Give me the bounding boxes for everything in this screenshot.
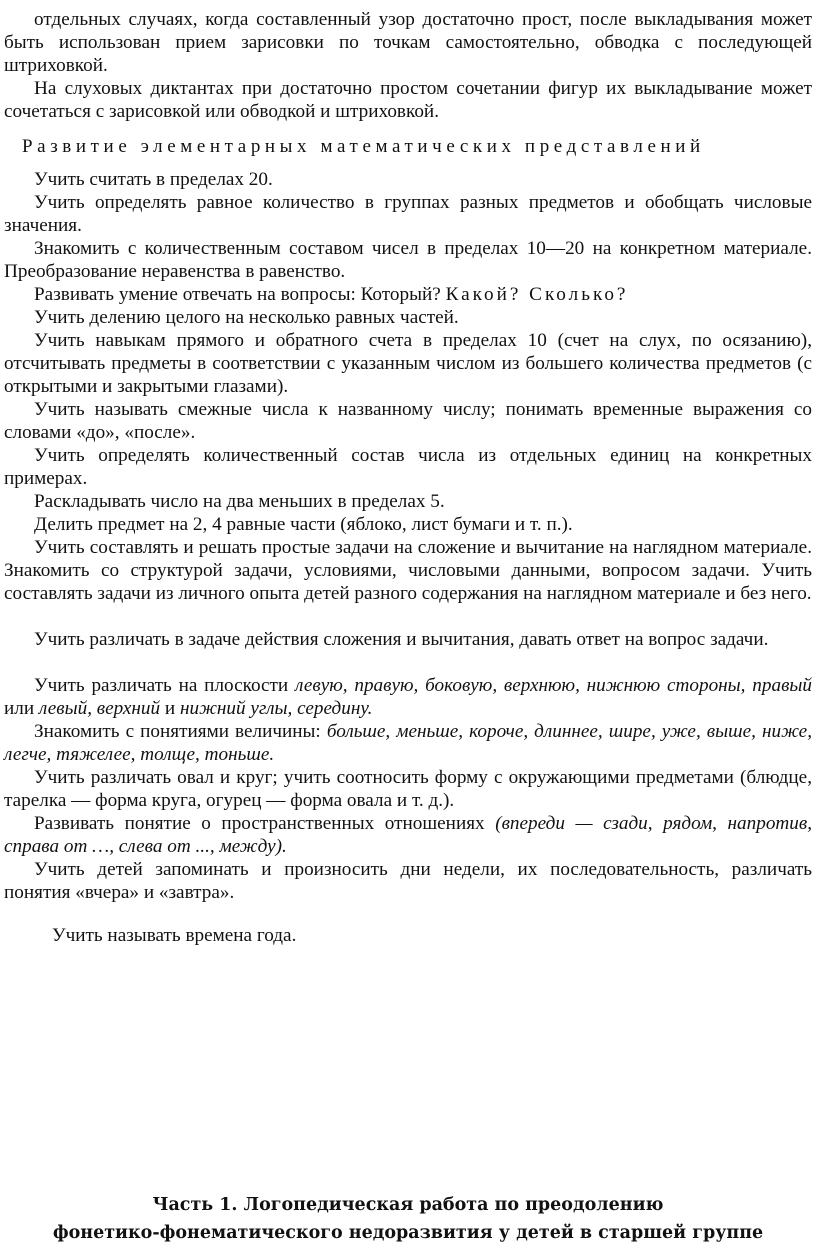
paragraph-plane-sides: Учить различать на плоскости левую, правую, боковую, верхнюю, нижнюю стороны, правый или левый, верхний и нижний углы, середину. — [4, 675, 812, 719]
paragraph-spatial-relations: Развивать понятие о пространственных отношениях (впереди — сзади, рядом, напротив, справа от …, слева от ..., между). — [4, 813, 812, 857]
paragraph-simple-tasks: Учить составлять и решать простые задачи на сложение и вычитание на наглядном материале. Знакомить со структурой задачи, условиями, числовыми данными, вопросом задачи. Учить составлять задачи из личного опыта детей разного содержания на наглядном материале и без него. — [4, 537, 812, 604]
paragraph-count-20: Учить считать в пределах 20. — [34, 169, 273, 190]
paragraph-auditory-dictation: На слуховых диктантах при достаточно простом сочетании фигур их выкладывание может сочетаться с зарисовкой или обводкой и штриховкой. — [4, 78, 812, 122]
paragraph-oval-circle: Учить различать овал и круг; учить соотносить форму с окружающими предметами (блюдце, тарелка — форма круга, огурец — форма овала и т. д.). — [4, 767, 812, 811]
paragraph-counting-skills: Учить навыкам прямого и обратного счета в пределах 10 (счет на слух, по осязанию), отсчитывать предметы в соответствии с указанным числом из большего количества предметов (с открытыми и закрытыми глазами). — [4, 330, 812, 397]
paragraph-divide-object: Делить предмет на 2, 4 равные части (яблоко, лист бумаги и т. п.). — [34, 514, 573, 535]
paragraph-equal-quantity: Учить определять равное количество в группах разных предметов и обобщать числовые значения. — [4, 192, 812, 236]
part-title-line-2: фонетико-фонематического недоразвития у детей в старшей группе — [52, 1223, 764, 1243]
paragraph-questions: Развивать умение отвечать на вопросы: Который? Какой? Сколько? — [34, 284, 629, 305]
paragraph-adjacent-numbers: Учить называть смежные числа к названному числу; понимать временные выражения со словами «до», «после». — [4, 399, 812, 443]
section-heading: Развитие элементарных математических представлений — [22, 136, 705, 157]
paragraph-addition-subtraction: Учить различать в задаче действия сложения и вычитания, давать ответ на вопрос задачи. — [34, 629, 769, 650]
paragraph-drawing-technique: отдельных случаях, когда составленный узор достаточно прост, после выкладывания может быть использован прием зарисовки по точкам самостоятельно, обводка с последующей штриховкой. — [4, 9, 812, 76]
paragraph-number-composition: Знакомить с количественным составом чисел в пределах 10—20 на конкретном материале. Преобразование неравенства в равенство. — [4, 238, 812, 282]
paragraph-units-composition: Учить определять количественный состав числа из отдельных единиц на конкретных примерах. — [4, 445, 812, 489]
paragraph-seasons: Учить называть времена года. — [52, 925, 297, 946]
paragraph-split-number: Раскладывать число на два меньших в пределах 5. — [34, 491, 445, 512]
paragraph-magnitude-concepts: Знакомить с понятиями величины: больше, меньше, короче, длиннее, шире, уже, выше, ниже, легче, тяжелее, толще, тоньше. — [4, 721, 812, 765]
part-title-line-1: Часть 1. Логопедическая работа по преодолению — [152, 1195, 664, 1215]
paragraph-weekdays: Учить детей запоминать и произносить дни недели, их последовательность, различать понятия «вчера» и «завтра». — [4, 859, 812, 903]
paragraph-division: Учить делению целого на несколько равных частей. — [34, 307, 459, 328]
